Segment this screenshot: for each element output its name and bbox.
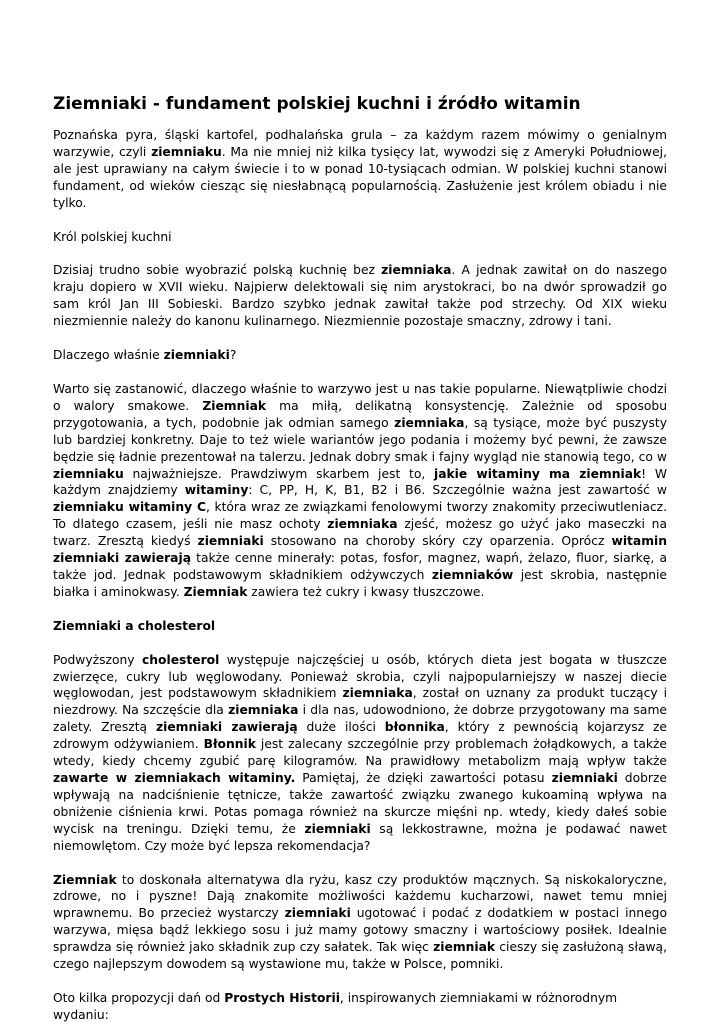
- section4-run: ziemniak: [433, 940, 496, 955]
- section1-run: . A jednak zawitał on do naszego kraju dopiero w XVII wieku. Najpierw delektowali się nim arystokraci, bo na dwór sprowadził go sam król Jan III Sobieski. Bardzo szybko jednak zawitał także pod strzechy. Od XIX wieku niezmiennie należy do kanonu kulinarnego. Niezmiennie pozostaje smaczny, zdrowy i tani.: [53, 263, 667, 329]
- intro-paragraph: [53, 127, 667, 212]
- section3-run: błonnika: [384, 720, 445, 735]
- closing-run: Oto kilka propozycji dań od: [53, 990, 225, 1005]
- section3-run: Pamiętaj, że dzięki zawartości potasu: [295, 771, 552, 785]
- section2-run: witaminy: [184, 483, 249, 498]
- section2-run: ziemniaki: [197, 534, 264, 549]
- section-dlaczego-paragraph: [53, 381, 667, 601]
- section2-run: , która wraz ze związkami fenolowymi tworzy znakomity przeciwutleniacz. To dlatego czasem, jeśli nie masz ochoty: [53, 500, 667, 532]
- section2_heading-run: Dlaczego właśnie: [53, 348, 164, 363]
- intro-run: Poznańska pyra, śląski kartofel, podhalańska grula – za każdym razem mówimy o genialnym warzywie, czyli: [53, 128, 667, 159]
- section3-run: , został on uznany za produkt tuczący i niezdrowy. Na szczęście dla: [53, 686, 667, 718]
- section2-run: ma miłą, delikatną konsystencję. Zależnie od sposobu przygotowania, a tych, podobnie jak odmian samego: [53, 398, 667, 430]
- section3-run: występuje najczęściej u osób, których dieta jest bogata w tłuszcze zwierzęce, cukry lub węglowodany. Ponieważ skrobia, czyli najpopularniejszy w naszej diecie węglowodan, jest podstawowym składnikiem: [53, 652, 667, 701]
- section1-run: Dzisiaj trudno sobie wyobrazić polską kuchnię bez: [53, 263, 382, 278]
- page-title: Ziemniaki - fundament polskiej kuchni i źródło witamin: [53, 94, 581, 114]
- section-heading-dlaczego: [53, 347, 667, 364]
- section4-run: to doskonała alternatywa dla ryżu, kasz czy produktów mącznych. Są niskokaloryczne, zdrowe, no i pyszne! Dają znakomite możliwości każdemu kucharzowi, nawet temu mniej wprawnemu. Bo przecież wystarczy: [53, 872, 667, 921]
- section2-run: ziemniaków: [431, 567, 514, 582]
- section2-run: Ziemniak: [183, 584, 248, 599]
- section2-run: jakie witaminy ma ziemniak: [433, 466, 642, 481]
- section-cholesterol-paragraph: [53, 652, 667, 855]
- section4-run: ziemniaki: [284, 906, 351, 921]
- section2-run: ziemniaka: [394, 415, 465, 430]
- section3-run: ziemniaka: [228, 703, 299, 718]
- section3-run: Błonnik: [203, 737, 256, 752]
- closing-run: , inspirowanych ziemniakami w różnorodnym wydaniu:: [53, 990, 618, 1022]
- section2-run: jest skrobia, następnie białka i aminokwasy.: [53, 567, 667, 599]
- section2-run: także cenne minerały: potas, fosfor, magnez, wapń, żelazo, fluor, siarkę, a także jod. Jednak podstawowym składnikiem odżywczych: [53, 551, 667, 582]
- section2_heading-run: ?: [229, 348, 237, 363]
- intro-run: . Ma nie mniej niż kilka tysięcy lat, wywodzi się z Ameryki Południowej, ale jest uprawiany na całym świecie i to w ponad 10-tysiącach odmian. W polskiej kuchni stanowi fundament, od wieków ciesząc się niesłabnącą popularnością. Zasłużenie jest królem obiadu i nie tylko.: [53, 144, 667, 210]
- section-heading-krol: Król polskiej kuchni: [53, 229, 172, 244]
- section2-run: Warto się zastanowić, dlaczego właśnie to warzywo jest u nas takie popularne. Niewątpliwie chodzi o walory smakowe.: [53, 381, 667, 413]
- section2-run: ! W każdym znajdziemy: [53, 466, 667, 498]
- closing-paragraph: [53, 990, 667, 1024]
- section2-run: najważniejsze. Prawdziwym skarbem jest to,: [123, 466, 434, 481]
- section3-run: ziemniaka: [342, 686, 413, 701]
- section3-run: cholesterol: [142, 652, 220, 667]
- section2_heading-run: ziemniaki: [163, 348, 230, 363]
- section3-run: jest zalecany szczególnie przy problemach żołądkowych, a także wtedy, kiedy chcemy zgubić parę kilogramów. Na prawidłowy metabolizm mają wpływ także: [53, 737, 667, 769]
- section-krol-paragraph: [53, 262, 667, 330]
- section3-run: Podwyższony: [53, 652, 142, 667]
- section2-run: witamin ziemniaki zawierają: [53, 534, 667, 566]
- section3-run: są lekkostrawne, można je podawać nawet niemowlętom. Czy może być lepsza rekomendacja?: [53, 821, 667, 853]
- section3-run: dobrze wpływają na nadciśnienie tętnicze, także zawartość związku zwanego kukoaminą wpływa na obniżenie ciśnienia krwi. Potas pomaga również na skurcze mięśni np. wtedy, kiedy dałeś sobie wycisk na treningu. Dzięki temu, że: [53, 771, 667, 836]
- section2-run: Ziemniak: [202, 398, 267, 413]
- section3-run: ziemniaki: [304, 821, 371, 836]
- section3-run: ziemniaki zawierają: [155, 720, 298, 735]
- section2-run: ziemniaka: [327, 517, 398, 532]
- section4-run: cieszy się zasłużoną sławą, czego najlepszym dowodem są wystawione mu, także w Polsce, pomniki.: [53, 940, 667, 972]
- section2-run: stosowano na choroby skóry czy oparzenia. Oprócz: [263, 534, 612, 549]
- section2-run: ziemniaku: [53, 466, 124, 481]
- section1-run: ziemniaka: [381, 263, 452, 278]
- section3-run: , który z pewnością kojarzysz ze zdrowym odżywianiem.: [53, 720, 667, 752]
- section3-run: duże ilości: [297, 720, 385, 735]
- section2-run: , są tysiące, może być puszysty lub bardziej konkretny. Daje to też wiele wariantów jego podania i możemy być pewni, że zawsze będzie się ładnie prezentował na talerzu. Jednak dobry smak i fajny wygląd nie stanowią tego, co w: [53, 415, 667, 464]
- section-heading-cholesterol: Ziemniaki a cholesterol: [53, 618, 216, 633]
- section3-run: ziemniaki: [551, 771, 618, 785]
- section-alternatywa-paragraph: [53, 872, 667, 973]
- section2-run: zawiera też cukry i kwasy tłuszczowe.: [247, 584, 485, 599]
- document-page: [53, 93, 667, 1024]
- section3-run: i dla nas, udowodniono, że dobrze przygotowany ma same zalety. Zresztą: [53, 703, 667, 735]
- closing-run: Prostych Historii: [224, 990, 340, 1005]
- intro-run: ziemniaku: [151, 144, 222, 159]
- section2-run: zjeść, możesz go użyć jako maseczki na twarz. Zresztą kiedyś: [53, 517, 667, 549]
- section4-run: Ziemniak: [53, 872, 117, 887]
- section4-run: ugotować i podać z dodatkiem w postaci innego warzywa, mięsa bądź lekkiego sosu i już mamy gotowy smaczny i wartościowy posiłek. Idealnie sprawdza się również jako składnik zup czy sałatek. Tak więc: [53, 906, 667, 955]
- section2-run: : C, PP, H, K, B1, B2 i B6. Szczególnie ważna jest zawartość w: [248, 483, 667, 498]
- section3-run: zawarte w ziemniakach witaminy.: [53, 771, 296, 785]
- section2-run: ziemniaku witaminy C: [53, 500, 207, 515]
